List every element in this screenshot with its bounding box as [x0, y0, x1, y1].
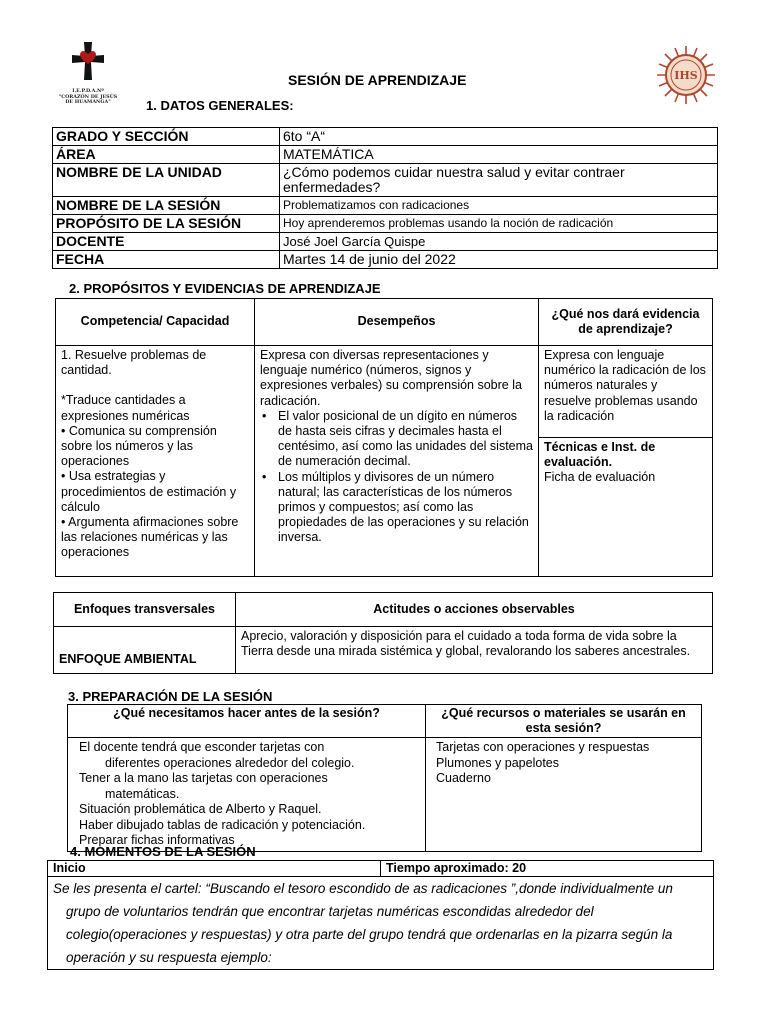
list-item: Plumones y papelotes — [436, 755, 559, 770]
table-row — [53, 233, 718, 251]
list-item-continuation: matemáticas. — [105, 786, 180, 801]
table-row — [54, 593, 713, 627]
ihs-seal — [656, 45, 716, 105]
row-value: Problematizamos con radicaciones — [280, 197, 718, 215]
competencia-main: 1. Resuelve problemas de cantidad. — [61, 348, 207, 378]
table-row — [53, 215, 718, 233]
text-line: grupo de voluntarios tendrán que encontrar tarjetas numéricas escondidas alrededor del — [66, 904, 594, 919]
phase-label: Inicio — [48, 861, 381, 877]
section-4-title: 4. MOMENTOS DE LA SESIÓN — [70, 844, 256, 859]
page-title: SESIÓN DE APRENDIZAJE — [288, 72, 467, 88]
text-line: colegio(operaciones y respuestas) y otra parte del grupo tendrá que ordenarlas en la pizarra según la — [66, 927, 673, 942]
table-row — [53, 251, 718, 269]
table-row — [53, 146, 718, 164]
section-3-title: 3. PREPARACIÓN DE LA SESIÓN — [68, 689, 273, 704]
ihs-seal-icon — [656, 45, 716, 105]
list-item: • Usa estrategias y procedimientos de estimación y cálculo — [61, 469, 237, 514]
row-label: NOMBRE DE LA SESIÓN — [53, 197, 280, 215]
list-item-continuation: diferentes operaciones alrededor del colegio. — [105, 755, 355, 770]
before-header: ¿Qué necesitamos hacer antes de la sesión? — [68, 705, 426, 738]
list-item: • El valor posicional de un dígito en números de hasta seis cifras y decimales hasta el centésimo, así como las unidades del sistema de numeración decimal. — [260, 409, 533, 470]
row-value: Martes 14 de junio del 2022 — [280, 251, 718, 269]
table-row — [68, 738, 702, 852]
header-desempenos: Desempeños — [255, 299, 539, 346]
row-label: NOMBRE DE LA UNIDAD — [53, 164, 280, 197]
enfoque-name: ENFOQUE AMBIENTAL — [54, 627, 236, 674]
preparacion-table — [67, 704, 702, 852]
list-item: Haber dibujado tablas de radicación y potenciación. — [79, 817, 366, 832]
momentos-table — [47, 860, 714, 970]
text-line: Se les presenta el cartel: “Buscando el tesoro escondido de as radicaciones ”,donde individualmente un — [53, 881, 673, 896]
table-row — [48, 877, 714, 970]
resources-cell — [426, 738, 702, 852]
table-row — [53, 128, 718, 146]
resources-header: ¿Qué recursos o materiales se usarán en esta sesión? — [426, 705, 702, 738]
table-row — [56, 299, 713, 346]
evidencia-text: Expresa con lenguaje numérico la radicación de los números naturales y resuelve problemas usando la radicación — [539, 346, 712, 438]
section-2-title: 2. PROPÓSITOS Y EVIDENCIAS DE APRENDIZAJE — [69, 281, 381, 296]
datos-generales-table — [52, 127, 718, 269]
list-item: Tener a la mano las tarjetas con operaciones — [79, 771, 328, 785]
actitudes-header: Actitudes o acciones observables — [236, 593, 713, 627]
list-item: • Comunica su comprensión sobre los números y las operaciones — [61, 423, 217, 469]
row-value: Hoy aprenderemos problemas usando la noción de radicación — [280, 215, 718, 233]
time-label: Tiempo aproximado: 20 — [381, 861, 714, 877]
row-label: DOCENTE — [53, 233, 280, 251]
list-item: El docente tendrá que esconder tarjetas con — [79, 740, 325, 754]
row-label: FECHA — [53, 251, 280, 269]
list-item: Tarjetas con operaciones y respuestas — [436, 740, 650, 754]
row-value: 6to “A“ — [280, 128, 718, 146]
table-row — [56, 346, 713, 577]
logo-line-1: I.E.P.D.A.Nº — [72, 88, 104, 94]
cross-icon — [58, 40, 118, 84]
table-row — [48, 861, 714, 877]
logo-line-2: "CORAZÓN DE JESÚS — [58, 93, 118, 100]
table-row — [53, 164, 718, 197]
section-1-title: 1. DATOS GENERALES: — [146, 98, 294, 113]
header-evidencia: ¿Qué nos dará evidencia de aprendizaje? — [539, 299, 713, 346]
list-item: • Los múltiplos y divisores de un número natural; las características de los números primos y compuestos; así como las propiedades de las operaciones y su relación inversa. — [260, 470, 533, 546]
enfoque-description: Aprecio, valoración y disposición para el cuidado a toda forma de vida sobre la Tierra desde una mirada sistémica y global, revalorando los saberes ancestrales. — [236, 627, 713, 674]
text-line: operación y su respuesta ejemplo: — [66, 950, 272, 965]
list-item: Situación problemática de Alberto y Raquel. — [79, 802, 322, 816]
evidencia-cell — [539, 346, 713, 577]
table-row — [54, 627, 713, 674]
before-cell — [68, 738, 426, 852]
competencia-cell — [56, 346, 255, 577]
inicio-text — [48, 877, 714, 970]
list-item: Preparar fichas informativas — [79, 833, 235, 847]
seal-letters: IHS — [674, 69, 698, 82]
enfoques-table — [53, 592, 713, 674]
row-value: ¿Cómo podemos cuidar nuestra salud y evitar contraer enfermedades? — [280, 164, 718, 197]
school-logo — [58, 40, 118, 105]
row-value: MATEMÁTICA — [280, 146, 718, 164]
desempenos-cell — [255, 346, 539, 577]
enfoques-header: Enfoques transversales — [54, 593, 236, 627]
row-value: José Joel García Quispe — [280, 233, 718, 251]
list-item: Cuaderno — [436, 771, 491, 785]
table-row — [53, 197, 718, 215]
propositos-table — [55, 298, 713, 577]
row-label: PROPÓSITO DE LA SESIÓN — [53, 215, 280, 233]
row-label: ÁREA — [53, 146, 280, 164]
tecnicas-title: Técnicas e Inst. de evaluación. — [544, 440, 656, 470]
row-label: GRADO Y SECCIÓN — [53, 128, 280, 146]
header-competencia: Competencia/ Capacidad — [56, 299, 255, 346]
table-row — [68, 705, 702, 738]
competencia-traduce: *Traduce cantidades a expresiones numéricas — [61, 393, 190, 423]
tecnicas-value: Ficha de evaluación — [544, 470, 656, 485]
list-item: • Argumenta afirmaciones sobre las relaciones numéricas y las operaciones — [61, 515, 239, 560]
logo-line-3: DE HUAMANGA" — [65, 99, 111, 105]
desempenos-intro: Expresa con diversas representaciones y lenguaje numérico (números, signos y expresiones verbales) su comprensión sobre la radicación. — [260, 348, 522, 408]
